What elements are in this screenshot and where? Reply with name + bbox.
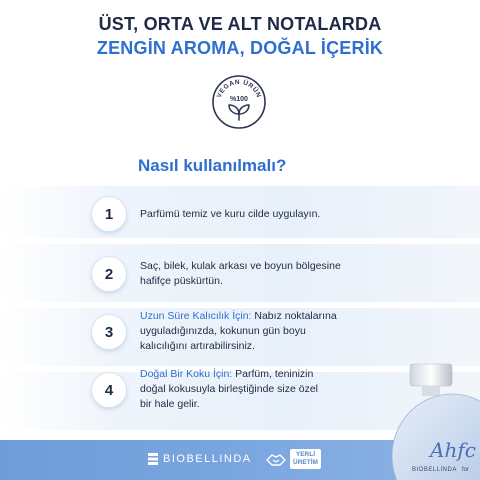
- bottle-brand-text: BIOBELLINDA: [412, 467, 457, 473]
- step-text-lead: Uzun Süre Kalıcılık İçin:: [140, 310, 252, 322]
- step-text: [140, 367, 380, 412]
- brand-name: BIOBELLINDA: [163, 453, 252, 465]
- perfume-bottle-graphic: [390, 360, 480, 480]
- local-production-line-2: ÜRETİM: [293, 459, 318, 466]
- leaf-icon: [229, 105, 249, 120]
- step-number-badge: 1: [92, 197, 126, 231]
- handshake-icon: [265, 448, 287, 470]
- brand-logo: [148, 453, 252, 465]
- bottle-script-text: Ahfc: [430, 438, 476, 462]
- step-text-line: [140, 309, 380, 324]
- step-text: Parfümü temiz ve kuru cilde uygulayın.: [140, 208, 321, 220]
- step-text-line: [140, 367, 380, 382]
- section-title: Nasıl kullanılmalı?: [138, 156, 287, 175]
- vegan-badge: [211, 74, 267, 130]
- vegan-badge-percent: %100: [230, 96, 248, 103]
- step-number-badge: 3: [92, 315, 126, 349]
- bottle-suffix-text: for: [462, 467, 470, 473]
- step-text-line: doğal kokusuyla birleştiğinde size özel: [140, 383, 319, 395]
- brand-mark-icon: [148, 453, 158, 465]
- local-production-label: [290, 449, 321, 469]
- perfume-bottle: [390, 360, 480, 480]
- step-text: [140, 259, 380, 289]
- local-production-line-1: YERLİ: [295, 451, 316, 458]
- headline-line-2: ZENGİN AROMA, DOĞAL İÇERİK: [96, 38, 384, 58]
- step-text-line: uyguladığınızda, kokunun gün boyu: [140, 325, 306, 337]
- headline-line-1: ÜST, ORTA VE ALT NOTALARDA: [98, 14, 382, 34]
- step-text-line: Saç, bilek, kulak arkası ve boyun bölgesine: [140, 260, 341, 272]
- step-number-badge: 4: [92, 373, 126, 407]
- step-text-line: hafifçe püskürtün.: [140, 275, 223, 287]
- step-text: [140, 309, 380, 354]
- local-production-badge: [265, 448, 321, 470]
- step-text-rest: Parfüm, teninizin: [232, 368, 314, 380]
- step-text-lead: Doğal Bir Koku İçin:: [140, 368, 233, 380]
- vegan-badge-graphic: [211, 74, 267, 130]
- step-text-line: kalıcılığını artırabilirsiniz.: [140, 340, 255, 352]
- step-number-badge: 2: [92, 257, 126, 291]
- step-text-line: bir hale gelir.: [140, 398, 200, 410]
- step-text-rest: Nabız noktalarına: [251, 310, 337, 322]
- vegan-badge-arc-text: VEGAN ÜRÜN: [215, 78, 263, 99]
